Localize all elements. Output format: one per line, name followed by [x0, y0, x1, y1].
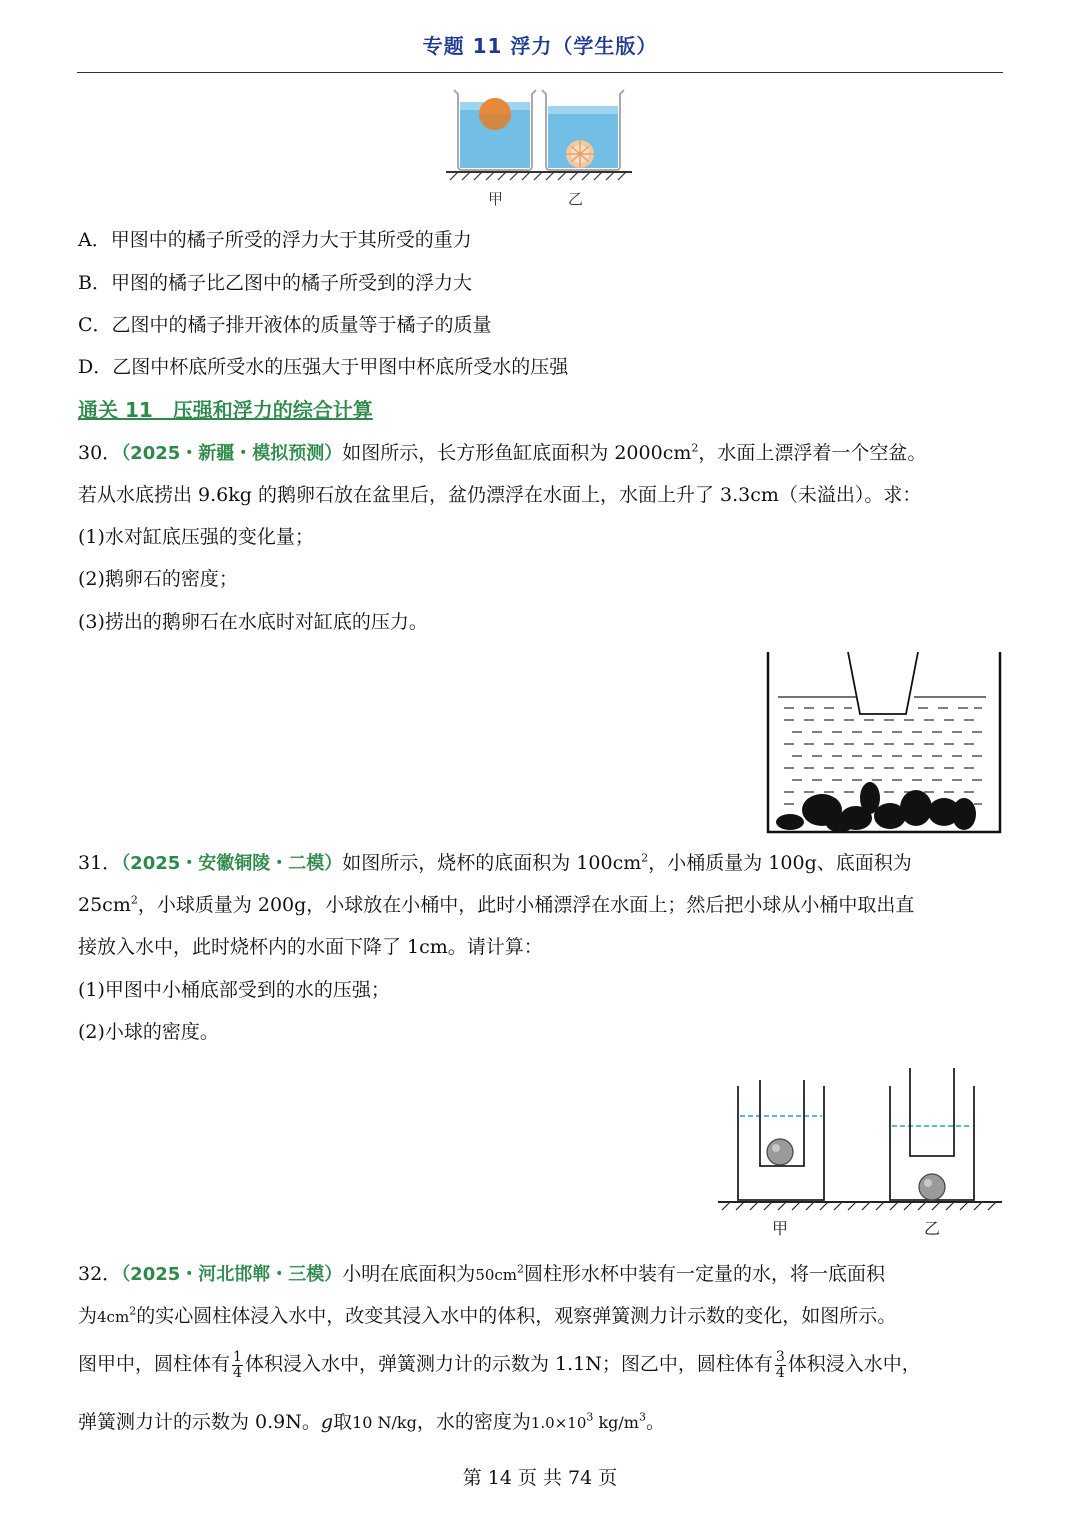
q30-source: （2025・新疆・模拟预测） — [121, 443, 343, 464]
beakers-figure — [440, 84, 640, 209]
header-divider — [77, 72, 1003, 73]
basin — [848, 652, 918, 714]
q31-number: 31． — [78, 852, 122, 874]
section-heading: 通关 11 压强和浮力的综合计算 — [78, 398, 373, 422]
label-jia: 甲 — [772, 1219, 789, 1238]
q30-number: 30． — [78, 442, 122, 464]
q30-line1: 30．（2025・新疆・模拟预测）如图所示，长方形鱼缸底面积为 $2000cm^2$，水面上漂浮着一个空盆。 — [78, 441, 927, 464]
q31-line3: 接放入水中，此时烧杯内的水面下降了 1cm。请计算： — [78, 936, 543, 958]
bucket-ball-figure — [712, 1064, 1008, 1244]
pebbles — [776, 782, 976, 832]
option-c: C．乙图中的橘子排开液体的质量等于橘子的质量 — [78, 314, 492, 336]
q31-source: （2025・安徽铜陵・二模） — [121, 853, 343, 874]
water-dashes — [784, 708, 982, 804]
ball-yi — [919, 1174, 945, 1200]
q31-sub2: (2)小球的密度。 — [78, 1021, 219, 1043]
q32-line4: 弹簧测力计的示数为 0.9N。g取10 N/kg，水的密度为$1.0\times 10^3$ $kg/m^3$。 — [78, 1410, 665, 1433]
q31-sub1: (1)甲图中小桶底部受到的水的压强； — [78, 979, 390, 1001]
q30-sub1: (1)水对缸底压强的变化量； — [78, 526, 314, 548]
q30-line2: 若从水底捞出 9.6kg 的鹅卵石放在盆里后，盆仍漂浮在水面上，水面上升了 3.3cm（未溢出）。求： — [78, 484, 922, 506]
ball-jia — [767, 1139, 793, 1165]
option-b: B．甲图的橘子比乙图中的橘子所受到的浮力大 — [78, 272, 472, 294]
page-title: 专题 11 浮力（学生版） — [422, 34, 658, 58]
bucket-yi — [910, 1068, 954, 1156]
q32-source: （2025・河北邯郸・三模） — [121, 1264, 343, 1285]
q32-number: 32． — [78, 1263, 122, 1285]
q32-line2: 为$4cm^2$的实心圆柱体浸入水中，改变其浸入水中的体积，观察弹簧测力计示数的变化，如图所示。 — [78, 1304, 897, 1327]
option-a: A．甲图中的橘子所受的浮力大于其所受的重力 — [78, 229, 472, 251]
page-number: 第 14 页 共 74 页 — [462, 1467, 618, 1489]
q30-sub2: (2)鹅卵石的密度； — [78, 568, 238, 590]
fraction-three-quarters: $\frac{3}{4}$ — [775, 1348, 785, 1381]
label-yi: 乙 — [568, 190, 584, 208]
q32-line3: 图甲中，圆柱体有 $\frac{1}{4}$ 体积浸入水中，弹簧测力计的示数为 1.1N；图乙中，圆柱体有 $\frac{3}{4}$ 体积浸入水中， — [78, 1348, 921, 1381]
label-jia: 甲 — [488, 190, 504, 208]
q31-line2: $25cm^2$，小球质量为 200g，小球放在小桶中，此时小桶漂浮在水面上；然后把小球从小桶中取出直 — [78, 893, 915, 916]
q32-line1: 32．（2025・河北邯郸・三模）小明在底面积为$50cm^2$圆柱形水杯中装有一定量的水，将一底面积 — [78, 1262, 886, 1285]
fraction-one-quarter: $\frac{1}{4}$ — [233, 1348, 242, 1381]
option-d: D．乙图中杯底所受水的压强大于甲图中杯底所受水的压强 — [78, 356, 569, 378]
q31-line1: 31．（2025・安徽铜陵・二模）如图所示，烧杯的底面积为 $100cm^2$，小桶质量为 100g、底面积为 — [78, 851, 912, 874]
fish-tank-figure — [760, 648, 1010, 838]
q30-sub3: (3)捞出的鹅卵石在水底时对缸底的压力。 — [78, 611, 428, 633]
label-yi: 乙 — [924, 1219, 941, 1238]
